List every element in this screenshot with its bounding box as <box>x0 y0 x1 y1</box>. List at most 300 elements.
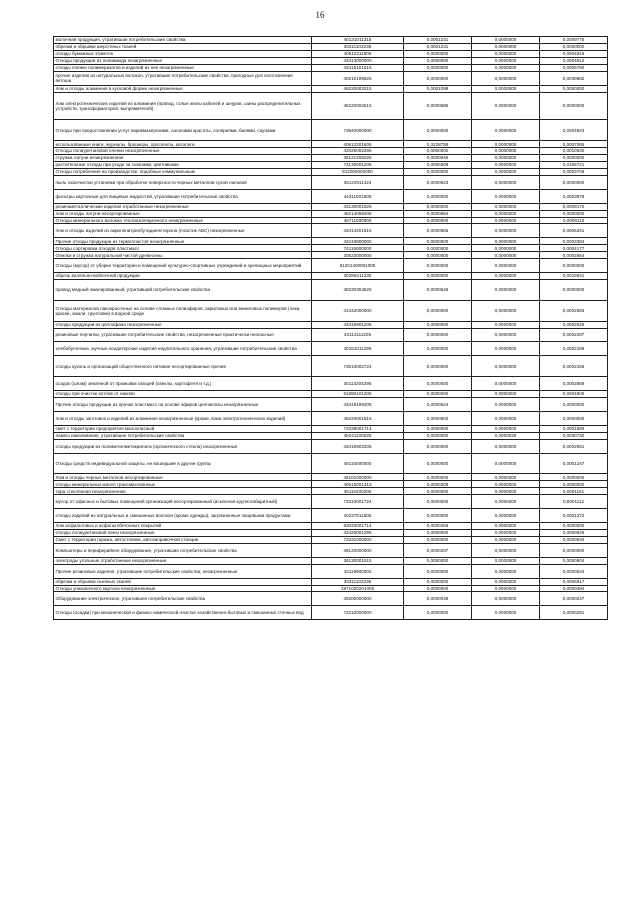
value-1-cell: 0,0000000 <box>404 259 472 273</box>
waste-name-cell: Прочие отходы продукции из термопластов незагрязненные <box>54 238 312 245</box>
table-row <box>54 161 608 168</box>
waste-code-cell: 43425001295 <box>312 529 404 536</box>
value-2-cell: 0,0000000 <box>472 474 540 481</box>
waste-table-body <box>54 37 608 620</box>
value-1-cell: 0,0000000 <box>404 71 472 85</box>
value-3-cell: 0,0005341 <box>540 224 608 238</box>
value-3-cell: 0,0001112 <box>540 495 608 509</box>
waste-code-cell: 30311102235 <box>312 43 404 50</box>
waste-code-cell: 36121206225 <box>312 155 404 162</box>
table-row <box>54 259 608 273</box>
value-2-cell: 0,0000000 <box>472 279 540 300</box>
value-3-cell: 0,0001272 <box>540 509 608 523</box>
value-3-cell: 0,0000000 <box>540 481 608 488</box>
waste-code-cell: 46101000000 <box>312 474 404 481</box>
waste-name-cell: обрезь валяльно-войлочной продукции <box>54 273 312 280</box>
value-2-cell: 0,0000000 <box>472 224 540 238</box>
value-3-cell: 0,0002189 <box>540 342 608 356</box>
table-row <box>54 71 608 85</box>
waste-name-cell: мусор от офисных и бытовых помещений организаций несортированный (исключая крупногабаритный) <box>54 495 312 509</box>
value-3-cell: 0,0003878 <box>540 189 608 203</box>
waste-name-cell: смет с территории предприятия малоопасный <box>54 425 312 432</box>
value-3-cell: 0,0000000 <box>540 411 608 425</box>
value-2-cell: 0,0000000 <box>472 543 540 557</box>
waste-code-cell: 91201400001005 <box>312 259 404 273</box>
waste-name-cell: Отходы полиуретановой пленки незагрязненные <box>54 148 312 155</box>
waste-code-cell: 40237511605 <box>312 509 404 523</box>
value-3-cell: 0,0000000 <box>540 398 608 412</box>
value-3-cell: 0,0004612 <box>540 57 608 64</box>
value-2-cell: 0,0000000 <box>472 141 540 148</box>
value-1-cell: 0,0001231 <box>404 37 472 44</box>
table-row <box>54 342 608 356</box>
waste-name-cell: Смет с территории гаража, автостоянки, автозаправочной станции <box>54 536 312 543</box>
value-1-cell: 0,0000000 <box>404 557 472 564</box>
value-3-cell: 0,0000000 <box>540 175 608 189</box>
table-row <box>54 356 608 377</box>
table-row <box>54 495 608 509</box>
value-1-cell: 0,0001098 <box>404 85 472 92</box>
value-1-cell: 0,0000000 <box>404 585 472 592</box>
table-row <box>54 488 608 495</box>
waste-name-cell: Отходы средств индивидуальной защиты, не вошедшие в другие группы <box>54 453 312 474</box>
value-1-cell: 0,0000000 <box>404 391 472 398</box>
table-row <box>54 141 608 148</box>
waste-code-cell: 83020001714 <box>312 523 404 530</box>
value-2-cell: 0,0000000 <box>472 37 540 44</box>
value-1-cell: 0,0001231 <box>404 43 472 50</box>
waste-code-cell: 40615001313 <box>312 481 404 488</box>
value-3-cell: 0,0000604 <box>540 557 608 564</box>
waste-code-cell: 73610002724 <box>312 356 404 377</box>
table-row <box>54 425 608 432</box>
value-3-cell: 0,0004923 <box>540 120 608 141</box>
table-row <box>54 474 608 481</box>
value-1-cell: 0,0000000 <box>404 529 472 536</box>
value-1-cell: 0,0000000 <box>404 439 472 453</box>
value-3-cell: 0,0000000 <box>540 43 608 50</box>
value-2-cell: 0,0000000 <box>472 57 540 64</box>
value-1-cell: 0,0000000 <box>404 321 472 328</box>
value-3-cell: 0,0156721 <box>540 161 608 168</box>
value-1-cell: 0,0000000 <box>404 606 472 620</box>
value-2-cell: 0,0000000 <box>472 481 540 488</box>
value-2-cell: 0,0000000 <box>472 252 540 259</box>
value-3-cell: 0,0000534 <box>540 564 608 578</box>
value-3-cell: 0,0000926 <box>540 529 608 536</box>
table-row <box>54 377 608 391</box>
value-2-cell: 0,0000000 <box>472 161 540 168</box>
value-1-cell: 0,0000049 <box>404 592 472 606</box>
waste-code-cell: 43130001525 <box>312 203 404 210</box>
waste-name-cell: фильтры картонные для пищевых жидкостей, утратившие потребительские свойства <box>54 189 312 203</box>
value-2-cell: 0,0000000 <box>472 64 540 71</box>
value-3-cell: 0,0000000 <box>540 155 608 162</box>
value-3-cell: 0,0004916 <box>540 50 608 57</box>
value-3-cell: 0,0001247 <box>540 453 608 474</box>
waste-name-cell: отходы продукции из полиметилметакрилата (органического стекла) незагрязненные <box>54 439 312 453</box>
waste-name-cell: отходы при очистке котлов от накипи <box>54 391 312 398</box>
waste-name-cell: отходы продукции из целлофана незагрязненные <box>54 321 312 328</box>
value-2-cell: 0,0000000 <box>472 300 540 321</box>
table-row <box>54 57 608 64</box>
value-2-cell: 0,0000000 <box>472 43 540 50</box>
value-1-cell: 0,0000000 <box>404 432 472 439</box>
value-3-cell: 0,0009775 <box>540 37 608 44</box>
value-3-cell: 0,0002525 <box>540 321 608 328</box>
table-row <box>54 148 608 155</box>
table-row <box>54 210 608 217</box>
waste-code-cell: 46220003215 <box>312 85 404 92</box>
value-1-cell: 0,0000000 <box>404 50 472 57</box>
value-3-cell: 0,0002859 <box>540 377 608 391</box>
value-3-cell: 0,0000000 <box>540 259 608 273</box>
value-1-cell: 0,0000000 <box>404 578 472 585</box>
value-3-cell: 0,0004177 <box>540 245 608 252</box>
waste-code-cell: 40512211605 <box>312 50 404 57</box>
table-row <box>54 252 608 259</box>
waste-code-cell: 43119900000 <box>312 564 404 578</box>
value-1-cell: 0,0000585 <box>404 92 472 120</box>
waste-code-cell: 43415101515 <box>312 64 404 71</box>
value-2-cell: 0,0000000 <box>472 321 540 328</box>
value-1-cell: 0,0000000 <box>404 495 472 509</box>
value-2-cell: 0,0000000 <box>472 217 540 224</box>
waste-code-cell: 48200000000 <box>312 592 404 606</box>
table-row <box>54 64 608 71</box>
value-2-cell: 0,0000000 <box>472 245 540 252</box>
table-row <box>54 37 608 44</box>
waste-name-cell: Прочие отходы продукции из прочих пластмасс на основе эфиров целлюлозы незагрязненные <box>54 398 312 412</box>
value-3-cell: 0,0010630 <box>540 148 608 155</box>
table-row <box>54 439 608 453</box>
value-2-cell: 0,0000000 <box>472 50 540 57</box>
value-2-cell: 0,0000000 <box>472 342 540 356</box>
waste-code-cell: 36122911424 <box>312 175 404 189</box>
value-1-cell: 0,0000623 <box>404 175 472 189</box>
value-1-cell: 0,3228759 <box>404 141 472 148</box>
waste-name-cell: провод медный эмалированный, утративший потребительские свойства <box>54 279 312 300</box>
waste-name-cell: Отходы сортировки отходов пластмасс <box>54 245 312 252</box>
value-2-cell: 0,0000000 <box>472 495 540 509</box>
value-1-cell: 0,0000000 <box>404 252 472 259</box>
waste-name-cell: Отходы продукции из полиамида незагрязненные <box>54 57 312 64</box>
value-2-cell: 0,0000000 <box>472 328 540 342</box>
value-1-cell: 0,0000000 <box>404 148 472 155</box>
value-1-cell: 0,0000000 <box>404 536 472 543</box>
value-2-cell: 0,0000000 <box>472 509 540 523</box>
table-row <box>54 557 608 564</box>
waste-name-cell: Отходы при предоставлении услуг парикмахерскими, салонами красоты, соляриями, банями, саунами <box>54 120 312 141</box>
waste-table <box>53 36 608 620</box>
waste-code-cell: 30523000000 <box>312 252 404 259</box>
value-2-cell: 0,0000000 <box>472 398 540 412</box>
value-1-cell: 0,0000000 <box>404 509 472 523</box>
waste-code-cell: 30299211235 <box>312 273 404 280</box>
waste-name-cell: отходы кухонь и организаций общественного питания несортированные прочие <box>54 356 312 377</box>
value-3-cell: 0,0001161 <box>540 488 608 495</box>
waste-name-cell: осадок (шлам) земляной от промывки овощей (свеклы, картофеля и т.д.) <box>54 377 312 391</box>
waste-code-cell: 73130001205 <box>312 161 404 168</box>
waste-code-cell: 41442000000 <box>312 300 404 321</box>
waste-name-cell: отходы полиуретановой пены незагрязненные <box>54 529 312 536</box>
waste-code-cell: 74115000000 <box>312 245 404 252</box>
table-row <box>54 245 608 252</box>
waste-name-cell: Отходы минерального волокна теплоизоляционного незагрязненные <box>54 217 312 224</box>
waste-code-cell: 61890101205 <box>312 391 404 398</box>
value-2-cell: 0,0000000 <box>472 203 540 210</box>
table-row <box>54 453 608 474</box>
value-2-cell: 0,0000000 <box>472 210 540 217</box>
waste-name-cell: Отходы потребления на производстве, подобные коммунальным <box>54 168 312 175</box>
value-2-cell: 0,0000000 <box>472 391 540 398</box>
value-1-cell: 0,0000000 <box>404 564 472 578</box>
waste-code-cell: 30113204295 <box>312 377 404 391</box>
waste-name-cell: лом и отходы латуни несортированные <box>54 210 312 217</box>
waste-name-cell: лом и отходы алюминия в кусковой форме незагрязненные <box>54 85 312 92</box>
value-3-cell: 0,0000000 <box>540 523 608 530</box>
value-2-cell: 0,0000000 <box>472 71 540 85</box>
value-1-cell: 0,0000000 <box>404 238 472 245</box>
waste-name-cell: обрезки и обрывки льняных тканей <box>54 578 312 585</box>
waste-name-cell: Опилки и стружка натуральной чистой древесины <box>54 252 312 259</box>
value-1-cell: 0,0000297 <box>404 543 472 557</box>
waste-code-cell: 43419902205 <box>312 439 404 453</box>
table-row <box>54 85 608 92</box>
value-1-cell: 0,0000655 <box>404 224 472 238</box>
value-3-cell: 0,0006917 <box>540 578 608 585</box>
value-2-cell: 0,0000028 <box>472 432 540 439</box>
value-2-cell: 0,0000000 <box>472 273 540 280</box>
table-row <box>54 238 608 245</box>
value-1-cell: 0,0000000 <box>404 273 472 280</box>
table-row <box>54 155 608 162</box>
value-3-cell: 0,0003384 <box>540 238 608 245</box>
value-2-cell: 0,0000000 <box>472 578 540 585</box>
waste-code-cell: 73310001724 <box>312 495 404 509</box>
table-row <box>54 328 608 342</box>
waste-name-cell: Отходы упаковочного картона незагрязненные <box>54 585 312 592</box>
value-1-cell: 0,0000946 <box>404 155 472 162</box>
value-1-cell: 0,0000000 <box>404 300 472 321</box>
value-2-cell: 0,0000000 <box>472 238 540 245</box>
value-2-cell: 0,0000000 <box>472 453 540 474</box>
waste-code-cell: 30311102235 <box>312 578 404 585</box>
value-3-cell: 0,0039662 <box>540 71 608 85</box>
waste-code-cell: 43419900000 <box>312 238 404 245</box>
waste-code-cell: 48120000000 <box>312 543 404 557</box>
value-1-cell: 0,0000000 <box>404 120 472 141</box>
value-3-cell: 0,0000247 <box>540 592 608 606</box>
value-2-cell: 0,0000000 <box>472 92 540 120</box>
value-1-cell: 0,0000000 <box>404 328 472 342</box>
waste-name-cell: пыль газоочистки установки при обработке поверхности черных металлов сухой лаповой <box>54 175 312 189</box>
table-row <box>54 481 608 488</box>
value-1-cell: 0,0000000 <box>404 57 472 64</box>
value-3-cell: 0,0000000 <box>540 210 608 217</box>
waste-code-cell: 36130001515 <box>312 557 404 564</box>
value-2-cell: 0,0000000 <box>472 85 540 92</box>
table-row <box>54 432 608 439</box>
waste-code-cell: 73339001714 <box>312 425 404 432</box>
waste-name-cell: молочная продукция, утратившая потребительские свойства <box>54 37 312 44</box>
value-3-cell: 0,0002683 <box>540 300 608 321</box>
waste-name-cell: электроды угольные отработанные незагрязненные <box>54 557 312 564</box>
waste-code-cell: 49110000000 <box>312 453 404 474</box>
value-1-cell: 0,0000502 <box>404 411 472 425</box>
value-2-cell: 0,0000000 <box>472 564 540 578</box>
value-2-cell: 0,0000000 <box>472 168 540 175</box>
waste-name-cell: обрезки и обрывки шерстяных тканей <box>54 43 312 50</box>
waste-name-cell: прочие изделия из натуральных волокон, утратившие потребительские свойства, пригодные для изготовления ветоши <box>54 71 312 85</box>
table-row <box>54 536 608 543</box>
waste-name-cell: лампы накаливания, утратившие потребительские свойства <box>54 432 312 439</box>
waste-code-cell: 48230304525 <box>312 279 404 300</box>
value-3-cell: 0,0002564 <box>540 252 608 259</box>
value-3-cell: 0,0000494 <box>540 585 608 592</box>
value-2-cell: 0,0000000 <box>472 356 540 377</box>
table-row <box>54 300 608 321</box>
table-row <box>54 175 608 189</box>
value-3-cell: 0,0004506 <box>540 391 608 398</box>
table-row <box>54 592 608 606</box>
value-1-cell: 0,0000000 <box>404 64 472 71</box>
value-3-cell: 0,0000000 <box>540 543 608 557</box>
value-1-cell: 0,0000654 <box>404 210 472 217</box>
table-row <box>54 120 608 141</box>
value-2-cell: 0,0000000 <box>472 592 540 606</box>
value-1-cell: 0,0000000 <box>404 342 472 356</box>
waste-name-cell: резинометаллические изделия отработанные незагрязненные <box>54 203 312 210</box>
value-3-cell: 0,0000000 <box>540 279 608 300</box>
waste-name-cell: отходы изделий из натуральных и смешанных волокон (кроме одежды), загрязненные пищевыми продуктами <box>54 509 312 523</box>
value-3-cell: 0,0000000 <box>540 474 608 481</box>
value-3-cell: 0,0002156 <box>540 356 608 377</box>
value-3-cell: 0,0002681 <box>540 439 608 453</box>
waste-name-cell: Отходы (мусор) от уборки территории и помещений культурно-спортивных учреждений и зрелищных мероприятий <box>54 259 312 273</box>
table-row <box>54 50 608 57</box>
value-2-cell: 0,0000000 <box>472 411 540 425</box>
waste-code-cell: 40210199625 <box>312 71 404 85</box>
value-2-cell: 0,0000000 <box>472 557 540 564</box>
waste-code-cell: 40151011295 <box>312 342 404 356</box>
table-row <box>54 391 608 398</box>
value-1-cell: 0,0000000 <box>404 168 472 175</box>
value-1-cell: 0,0000000 <box>404 217 472 224</box>
value-3-cell: 0,0009113 <box>540 217 608 224</box>
waste-code-cell: 72210000000 <box>312 606 404 620</box>
waste-name-cell: тара стеклянная незагрязненная <box>54 488 312 495</box>
value-1-cell: 0,0000000 <box>404 474 472 481</box>
value-1-cell: 0,0000000 <box>404 488 472 495</box>
waste-code-cell: 46220001515 <box>312 411 404 425</box>
waste-name-cell: лом электротехнических изделий из алюминия (провод, голые жилы кабелей и шнуров, шины распределительных устройств, трансформаторов, выпрямителей) <box>54 92 312 120</box>
waste-code-cell: 43419901205 <box>312 321 404 328</box>
value-2-cell: 0,0000000 <box>472 425 540 432</box>
value-2-cell: 0,0000000 <box>472 155 540 162</box>
waste-code-cell: 46220002515 <box>312 92 404 120</box>
waste-code-cell: 44311001605 <box>312 189 404 203</box>
waste-code-cell: 40512201605 <box>312 141 404 148</box>
table-row <box>54 168 608 175</box>
waste-name-cell: растительные отходы при уходе за газонами, цветниками <box>54 161 312 168</box>
table-row <box>54 606 608 620</box>
value-3-cell: 0,0000000 <box>540 92 608 120</box>
value-3-cell: 0,0000000 <box>540 85 608 92</box>
table-row <box>54 411 608 425</box>
waste-name-cell: стружка латуни незагрязненная <box>54 155 312 162</box>
value-2-cell: 0,0000000 <box>472 606 540 620</box>
table-row <box>54 203 608 210</box>
table-row <box>54 189 608 203</box>
value-2-cell: 0,0000000 <box>472 189 540 203</box>
waste-code-cell: 45110200205 <box>312 488 404 495</box>
waste-name-cell: Компьютеры и периферийное оборудование, утратившие потребительские свойства <box>54 543 312 557</box>
waste-code-cell: 48241100525 <box>312 432 404 439</box>
value-2-cell: 0,0000000 <box>472 488 540 495</box>
waste-code-cell: 812000000000 <box>312 168 404 175</box>
value-3-cell: 0,0030730 <box>540 432 608 439</box>
waste-code-cell: 43425002295 <box>312 148 404 155</box>
value-2-cell: 0,0000000 <box>472 377 540 391</box>
value-3-cell: 0,0009170 <box>540 203 608 210</box>
waste-code-cell: 43419199205 <box>312 398 404 412</box>
value-1-cell: 0,0000000 <box>404 189 472 203</box>
value-1-cell: 0,0000308 <box>404 161 472 168</box>
waste-code-cell: 40131011315 <box>312 37 404 44</box>
table-row <box>54 279 608 300</box>
table-row <box>54 529 608 536</box>
waste-name-cell: отходы минеральных масел трансмиссионных <box>54 481 312 488</box>
table-row <box>54 509 608 523</box>
value-3-cell: 0,0018841 <box>540 273 608 280</box>
waste-code-cell: 73331000000 <box>312 536 404 543</box>
value-1-cell: 0,0000256 <box>404 523 472 530</box>
value-3-cell: 0,0003706 <box>540 168 608 175</box>
waste-name-cell: Лом и отходы черных металлов несортированные <box>54 474 312 481</box>
value-1-cell: 0,0000000 <box>404 245 472 252</box>
waste-code-cell: 45711000000 <box>312 217 404 224</box>
waste-name-cell: резиновые перчатки, утратившие потребительские свойства, незагрязненные практически неопасные <box>54 328 312 342</box>
value-3-cell: 0,0000934 <box>540 536 608 543</box>
waste-code-cell: 43414201515 <box>312 224 404 238</box>
waste-name-cell: лом асфальтовых и асфальтобетонных покрытий <box>54 523 312 530</box>
waste-name-cell: отходы пленки полимеризатов и изделий из нее незагрязненные <box>54 64 312 71</box>
page-number: 16 <box>315 10 325 20</box>
value-1-cell: 0,0000524 <box>404 398 472 412</box>
waste-name-cell: лом и отходы изделий из акрилонитрилбутадиенстирола (пластик АБС) незагрязненные <box>54 224 312 238</box>
waste-name-cell: отходы бумажных этикеток <box>54 50 312 57</box>
waste-name-cell: Отходы материалов лакокрасочных на основе сложных полиэфиров, акриловых или виниловых полимеров (лаки, краски, эмали, грунтовки) в водной среде <box>54 300 312 321</box>
value-2-cell: 0,0000000 <box>472 175 540 189</box>
waste-code-cell: 43413000000 <box>312 57 404 64</box>
table-row <box>54 578 608 585</box>
table-row <box>54 273 608 280</box>
waste-name-cell: Прочие резиновые изделия, утратившие потребительские свойства, незагрязненные <box>54 564 312 578</box>
value-3-cell: 0,0001680 <box>540 425 608 432</box>
waste-name-cell: лом и отходы заготовок и изделий из алюминия незагрязненные (кроме лома электротехнических изделий) <box>54 411 312 425</box>
waste-code-cell: 1871020201005 <box>312 585 404 592</box>
value-1-cell: 0,0000000 <box>404 356 472 377</box>
value-2-cell: 0,0000000 <box>472 439 540 453</box>
value-3-cell: 0,0002287 <box>540 328 608 342</box>
waste-code-cell: 73940000000 <box>312 120 404 141</box>
waste-name-cell: использованные книги, журналы, брошюры, проспекты, каталоги <box>54 141 312 148</box>
table-row <box>54 92 608 120</box>
value-1-cell: 0,0000000 <box>404 453 472 474</box>
value-2-cell: 0,0000000 <box>472 259 540 273</box>
table-row <box>54 217 608 224</box>
